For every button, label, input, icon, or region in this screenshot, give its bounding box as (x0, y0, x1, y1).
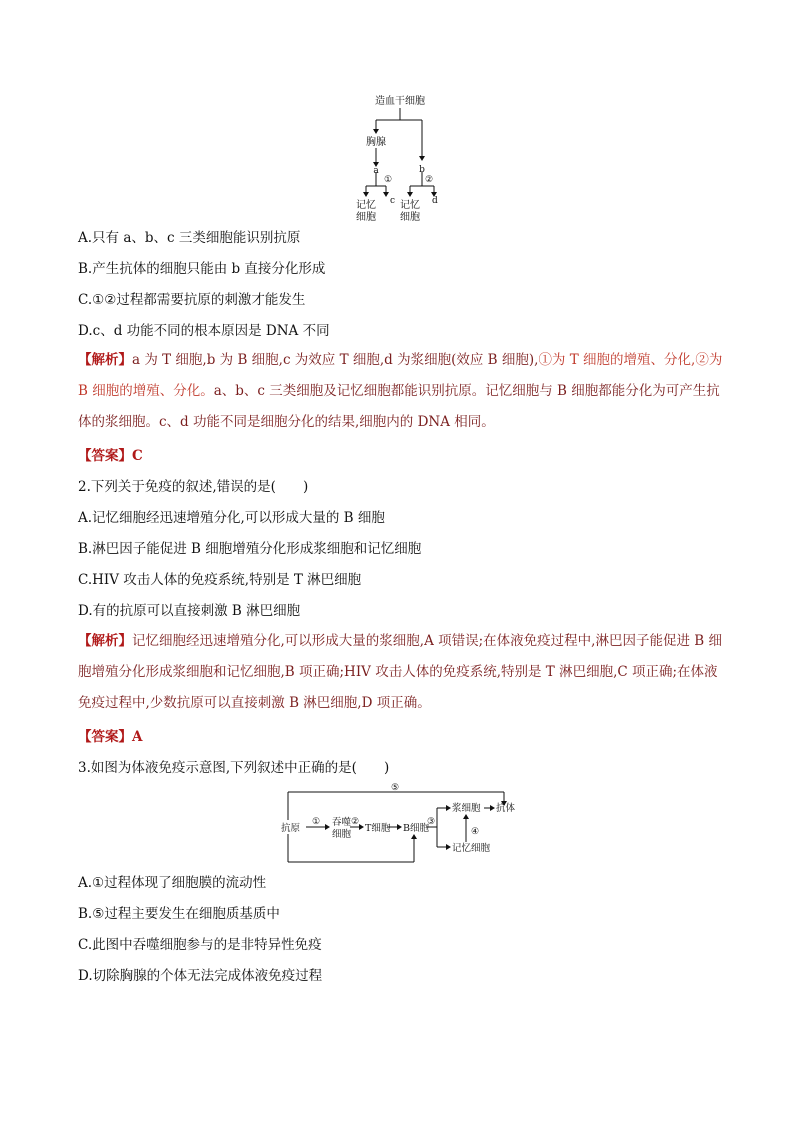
humoral-immunity-diagram (280, 780, 520, 866)
q3-option-c: C.此图中吞噬细胞参与的是非特异性免疫 (78, 937, 322, 953)
q1-option-b: B.产生抗体的细胞只能由 b 直接分化形成 (78, 261, 326, 277)
q1-analysis-part1: a 为 T 细胞,b 为 B 细胞,c 为效应 T 细胞,d 为浆细胞(效应 B 细胞), (132, 352, 539, 368)
fig1-memory-left-2: 细胞 (356, 212, 376, 223)
q1-analysis-part2: ①为 T 细胞的增殖、分化,②为 B 细胞的增殖、分化。 (78, 352, 723, 399)
q2-option-d: D.有的抗原可以直接刺激 B 淋巴细胞 (78, 603, 301, 619)
q3-option-d: D.切除胸腺的个体无法完成体液免疫过程 (78, 968, 323, 984)
fig1-label-a: a (373, 166, 379, 176)
q2-analysis-text: 记忆细胞经迅速增殖分化,可以形成大量的浆细胞,A 项错误;在体液免疫过程中,淋巴因子能促进 B 细胞增殖分化形成浆细胞和记忆细胞,B 项正确;HIV 攻击人体的免疫系统,特别是 T 淋巴细胞,C 项正确;在体液免疫过程中,少数抗原可以直接刺激 B 淋巴细胞,D 项正确。 (78, 633, 722, 711)
fig1-memory-left-1: 记忆 (356, 200, 376, 211)
fig2-n5: ⑤ (390, 783, 400, 793)
q2-analysis-tag: 【解析】 (78, 633, 132, 649)
fig2-antigen: 抗原 (281, 823, 301, 834)
q1-analysis-tag: 【解析】 (78, 352, 132, 368)
fig1-step1: ① (384, 175, 393, 185)
fig2-phago-1: 吞噬 (332, 817, 352, 828)
fig1-step2: ② (425, 175, 434, 185)
q1-option-d: D.c、d 功能不同的根本原因是 DNA 不同 (78, 323, 330, 339)
q1-analysis (78, 345, 726, 438)
fig2-b-cell: B细胞 (403, 823, 429, 834)
fig2-n4: ④ (471, 827, 480, 837)
fig2-phago-2: 细胞 (332, 829, 352, 840)
fig2-t-cell: T细胞 (365, 823, 391, 834)
fig1-label-c: c (390, 196, 396, 206)
q2-option-a: A.记忆细胞经迅速增殖分化,可以形成大量的 B 细胞 (78, 510, 385, 526)
lineage-diagram (350, 90, 450, 225)
fig1-thymus-label: 胸腺 (366, 137, 386, 148)
q1-option-c: C.①②过程都需要抗原的刺激才能发生 (78, 292, 306, 308)
q3-option-b: B.⑤过程主要发生在细胞质基质中 (78, 906, 280, 922)
q2-option-c: C.HIV 攻击人体的免疫系统,特别是 T 淋巴细胞 (78, 572, 362, 588)
fig2-antibody: 抗体 (496, 803, 516, 814)
q2-analysis (78, 626, 726, 719)
humoral-immunity-svg (280, 780, 520, 866)
q1-analysis-part3: a、b、c 三类细胞及记忆细胞都能识别抗原。记忆细胞与 B 细胞都能分化为可产生抗体的浆细胞。c、d 功能不同是细胞分化的结果,细胞内的 DNA 相同。 (78, 383, 720, 430)
q1-answer: 【答案】C (78, 448, 143, 464)
q3-option-a: A.①过程体现了细胞膜的流动性 (78, 875, 267, 891)
fig2-n1: ① (311, 817, 321, 827)
q2-answer: 【答案】A (78, 729, 143, 745)
q3-stem: 3.如图为体液免疫示意图,下列叙述中正确的是( ) (78, 760, 390, 776)
fig1-label-b: b (419, 165, 425, 175)
q2-stem: 2.下列关于免疫的叙述,错误的是( ) (78, 479, 309, 495)
fig2-n2: ② (350, 817, 360, 827)
fig2-plasma: 浆细胞 (452, 803, 481, 814)
fig2-n3: ③ (426, 817, 436, 827)
fig1-memory-right-2: 细胞 (400, 212, 420, 223)
fig2-memory: 记忆细胞 (452, 843, 491, 854)
fig1-memory-right-1: 记忆 (400, 200, 420, 211)
fig1-label-d: d (432, 196, 438, 206)
lineage-diagram-svg (350, 90, 450, 225)
q2-option-b: B.淋巴因子能促进 B 细胞增殖分化形成浆细胞和记忆细胞 (78, 541, 422, 557)
q1-option-a: A.只有 a、b、c 三类细胞能识别抗原 (78, 230, 301, 246)
fig1-top-label: 造血干细胞 (375, 96, 425, 107)
